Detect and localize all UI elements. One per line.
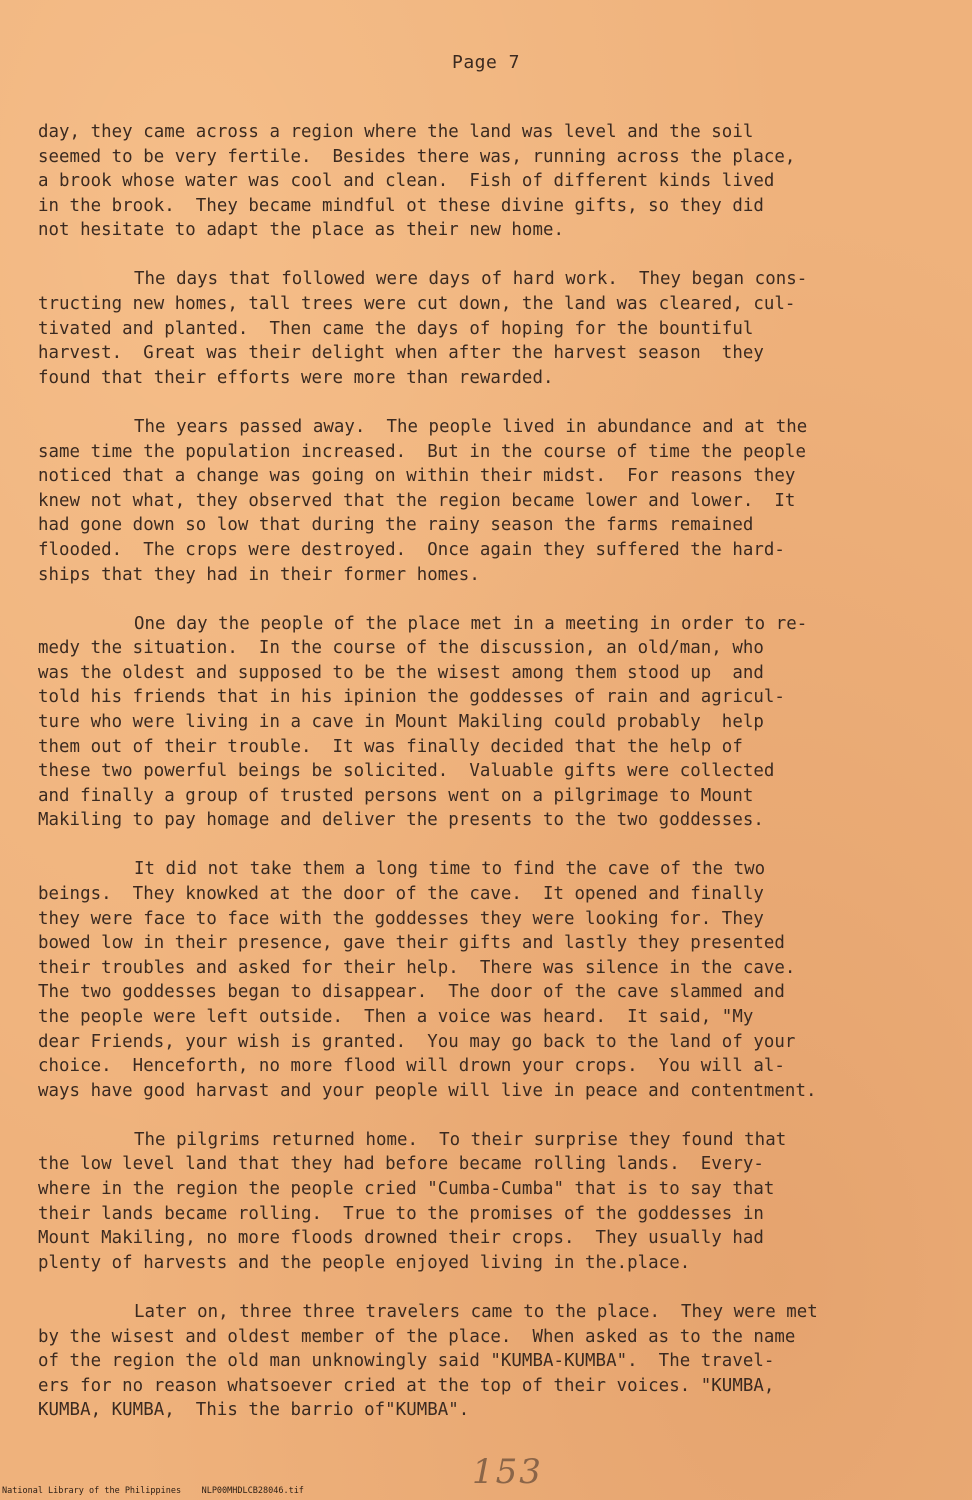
paragraph (38, 1128, 938, 1276)
text-line: where in the region the people cried "Cumba-Cumba" that is to say that (38, 1179, 775, 1200)
text-line: KUMBA, KUMBA, This the barrio of"KUMBA". (38, 1400, 470, 1421)
text-line: their troubles and asked for their help. There was silence in the cave. (38, 957, 796, 978)
text-line: seemed to be very fertile. Besides there was, running across the place, (38, 146, 796, 167)
text-line: The days that followed were days of hard work. They began cons- (134, 269, 808, 290)
text-line: tructing new homes, tall trees were cut down, the land was cleared, cul- (38, 294, 796, 315)
text-line: Makiling to pay homage and deliver the presents to the two goddesses. (38, 810, 764, 831)
text-line: was the oldest and supposed to be the wisest among them stood up and (38, 662, 764, 683)
text-line: harvest. Great was their delight when after the harvest season they (38, 343, 764, 364)
text-line: ture who were living in a cave in Mount Makiling could probably help (38, 711, 764, 732)
text-line: choice. Henceforth, no more flood will drown your crops. You will al- (38, 1056, 785, 1077)
paragraph (38, 612, 938, 833)
text-line: One day the people of the place met in a meeting in order to re- (134, 613, 808, 634)
text-line: in the brook. They became mindful ot these divine gifts, so they did (38, 195, 764, 216)
text-line: day, they came across a region where the land was level and the soil (38, 122, 754, 142)
archive-footer: National Library of the Philippines NLP00MHDLCB28046.tif (2, 1486, 304, 1496)
text-line: ways have good harvast and your people will live in peace and contentment. (38, 1080, 817, 1101)
text-line: their lands became rolling. True to the promises of the goddesses in (38, 1203, 764, 1224)
text-line: a brook whose water was cool and clean. Fish of different kinds lived (38, 171, 775, 192)
text-line: The two goddesses began to disappear. The door of the cave slammed and (38, 982, 785, 1003)
text-line: tivated and planted. Then came the days of hoping for the bountiful (38, 318, 754, 339)
text-line: they were face to face with the goddesses they were looking for. They (38, 908, 764, 929)
text-line: found that their efforts were more than rewarded. (38, 367, 554, 388)
text-line: beings. They knowked at the door of the cave. It opened and finally (38, 884, 764, 905)
text-line: The pilgrims returned home. To their surprise they found that (134, 1129, 787, 1150)
text-line: ships that they had in their former homes. (38, 564, 480, 585)
text-line: noticed that a change was going on within their midst. For reasons they (38, 466, 796, 487)
text-line: told his friends that in his ipinion the goddesses of rain and agricul- (38, 687, 785, 708)
text-line: them out of their trouble. It was finally decided that the help of (38, 736, 743, 757)
page-number: Page 7 (451, 52, 521, 73)
text-line: It did not take them a long time to find the cave of the two (134, 859, 766, 880)
paragraph (38, 857, 938, 1103)
text-line: the low level land that they had before became rolling lands. Every- (38, 1154, 764, 1175)
text-line: knew not what, they observed that the region became lower and lower. It (38, 490, 796, 511)
text-line: The years passed away. The people lived in abundance and at the (134, 416, 808, 437)
paragraph (38, 1300, 938, 1423)
text-line: by the wisest and oldest member of the place. When asked as to the name (38, 1326, 796, 1347)
text-line: of the region the old man unknowingly said "KUMBA-KUMBA". The travel- (38, 1351, 775, 1372)
text-line: not hesitate to adapt the place as their new home. (38, 220, 565, 241)
text-line: had gone down so low that during the rainy season the farms remained (38, 515, 754, 536)
text-line: the people were left outside. Then a voice was heard. It said, "My (38, 1007, 754, 1027)
paragraph (38, 415, 938, 587)
text-line: plenty of harvests and the people enjoyed living in the.place. (38, 1252, 691, 1273)
document-body (38, 120, 938, 1447)
text-line: medy the situation. In the course of the discussion, an old/man, who (38, 638, 764, 659)
paragraph (38, 120, 938, 243)
text-line: ers for no reason whatsoever cried at the top of their voices. "KUMBA, (38, 1375, 775, 1396)
handwritten-page-number: 153 (472, 1452, 543, 1492)
text-line: dear Friends, your wish is granted. You may go back to the land of your (38, 1031, 796, 1052)
text-line: bowed low in their presence, gave their gifts and lastly they presented (38, 933, 785, 954)
text-line: Later on, three three travelers came to the place. They were met (134, 1301, 818, 1322)
text-line: flooded. The crops were destroyed. Once again they suffered the hard- (38, 539, 785, 560)
text-line: these two powerful beings be solicited. Valuable gifts were collected (38, 761, 775, 782)
paragraph (38, 267, 938, 390)
text-line: Mount Makiling, no more floods drowned their crops. They usually had (38, 1228, 764, 1249)
text-line: and finally a group of trusted persons went on a pilgrimage to Mount (38, 785, 754, 806)
text-line: same time the population increased. But in the course of time the people (38, 441, 806, 462)
